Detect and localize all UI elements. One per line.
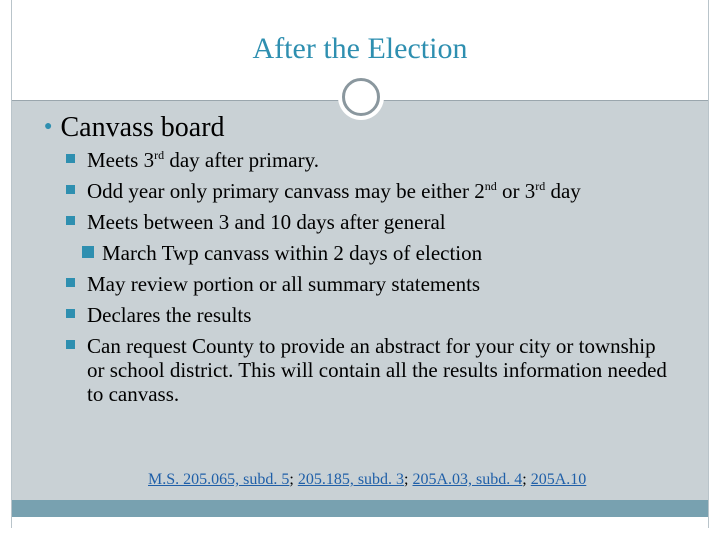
main-bullet: [44, 110, 225, 145]
item-text: Meets between 3 and 10 days after general: [87, 210, 446, 234]
item-text: Odd year only primary canvass may be either 2: [87, 179, 485, 203]
square-bullet-icon: [66, 185, 75, 194]
square-bullet-icon: [66, 309, 75, 318]
item-text: Can request County to provide an abstract for your city or township or school district. This will contain all the results information needed to canvass.: [87, 334, 667, 406]
statute-link[interactable]: 205.185, subd. 3: [297, 471, 405, 488]
list-item: [66, 210, 676, 234]
main-bullet-label: Canvass board: [60, 112, 225, 143]
square-bullet-icon: [66, 216, 75, 225]
superscript: rd: [154, 148, 165, 162]
statute-link[interactable]: M.S. 205.065, subd. 5: [148, 471, 290, 488]
item-text: day after primary.: [164, 148, 319, 172]
list-item: [66, 148, 676, 172]
square-bullet-icon: [66, 340, 75, 349]
item-text: or 3: [496, 179, 536, 203]
item-text: Declares the results: [87, 303, 252, 327]
square-bullet-icon: [66, 278, 75, 287]
footer-bar: [12, 500, 708, 517]
square-bullet-icon: [66, 154, 75, 163]
ring-icon: [342, 78, 380, 116]
link-separator: ;: [404, 471, 413, 488]
list-item: [66, 303, 676, 327]
references: [148, 470, 586, 490]
list-item: [66, 179, 676, 203]
sub-list-item: [82, 241, 676, 265]
item-text: day: [545, 179, 581, 203]
statute-link[interactable]: 205A.03, subd. 4: [412, 471, 523, 488]
item-text: March Twp canvass within 2 days of election: [102, 241, 483, 265]
bullet-list: [66, 148, 676, 413]
item-text: May review portion or all summary statements: [87, 272, 481, 296]
square-bullet-icon: [82, 246, 94, 258]
list-item: [66, 334, 676, 406]
superscript: nd: [484, 179, 497, 193]
slide-title: After the Election: [252, 32, 468, 65]
link-separator: ;: [522, 471, 531, 488]
item-text: Meets 3: [87, 148, 155, 172]
statute-link[interactable]: 205A.10: [530, 471, 587, 488]
round-bullet-icon: ●: [44, 119, 53, 134]
link-separator: ;: [289, 471, 298, 488]
superscript: rd: [535, 179, 546, 193]
list-item: [66, 272, 676, 296]
